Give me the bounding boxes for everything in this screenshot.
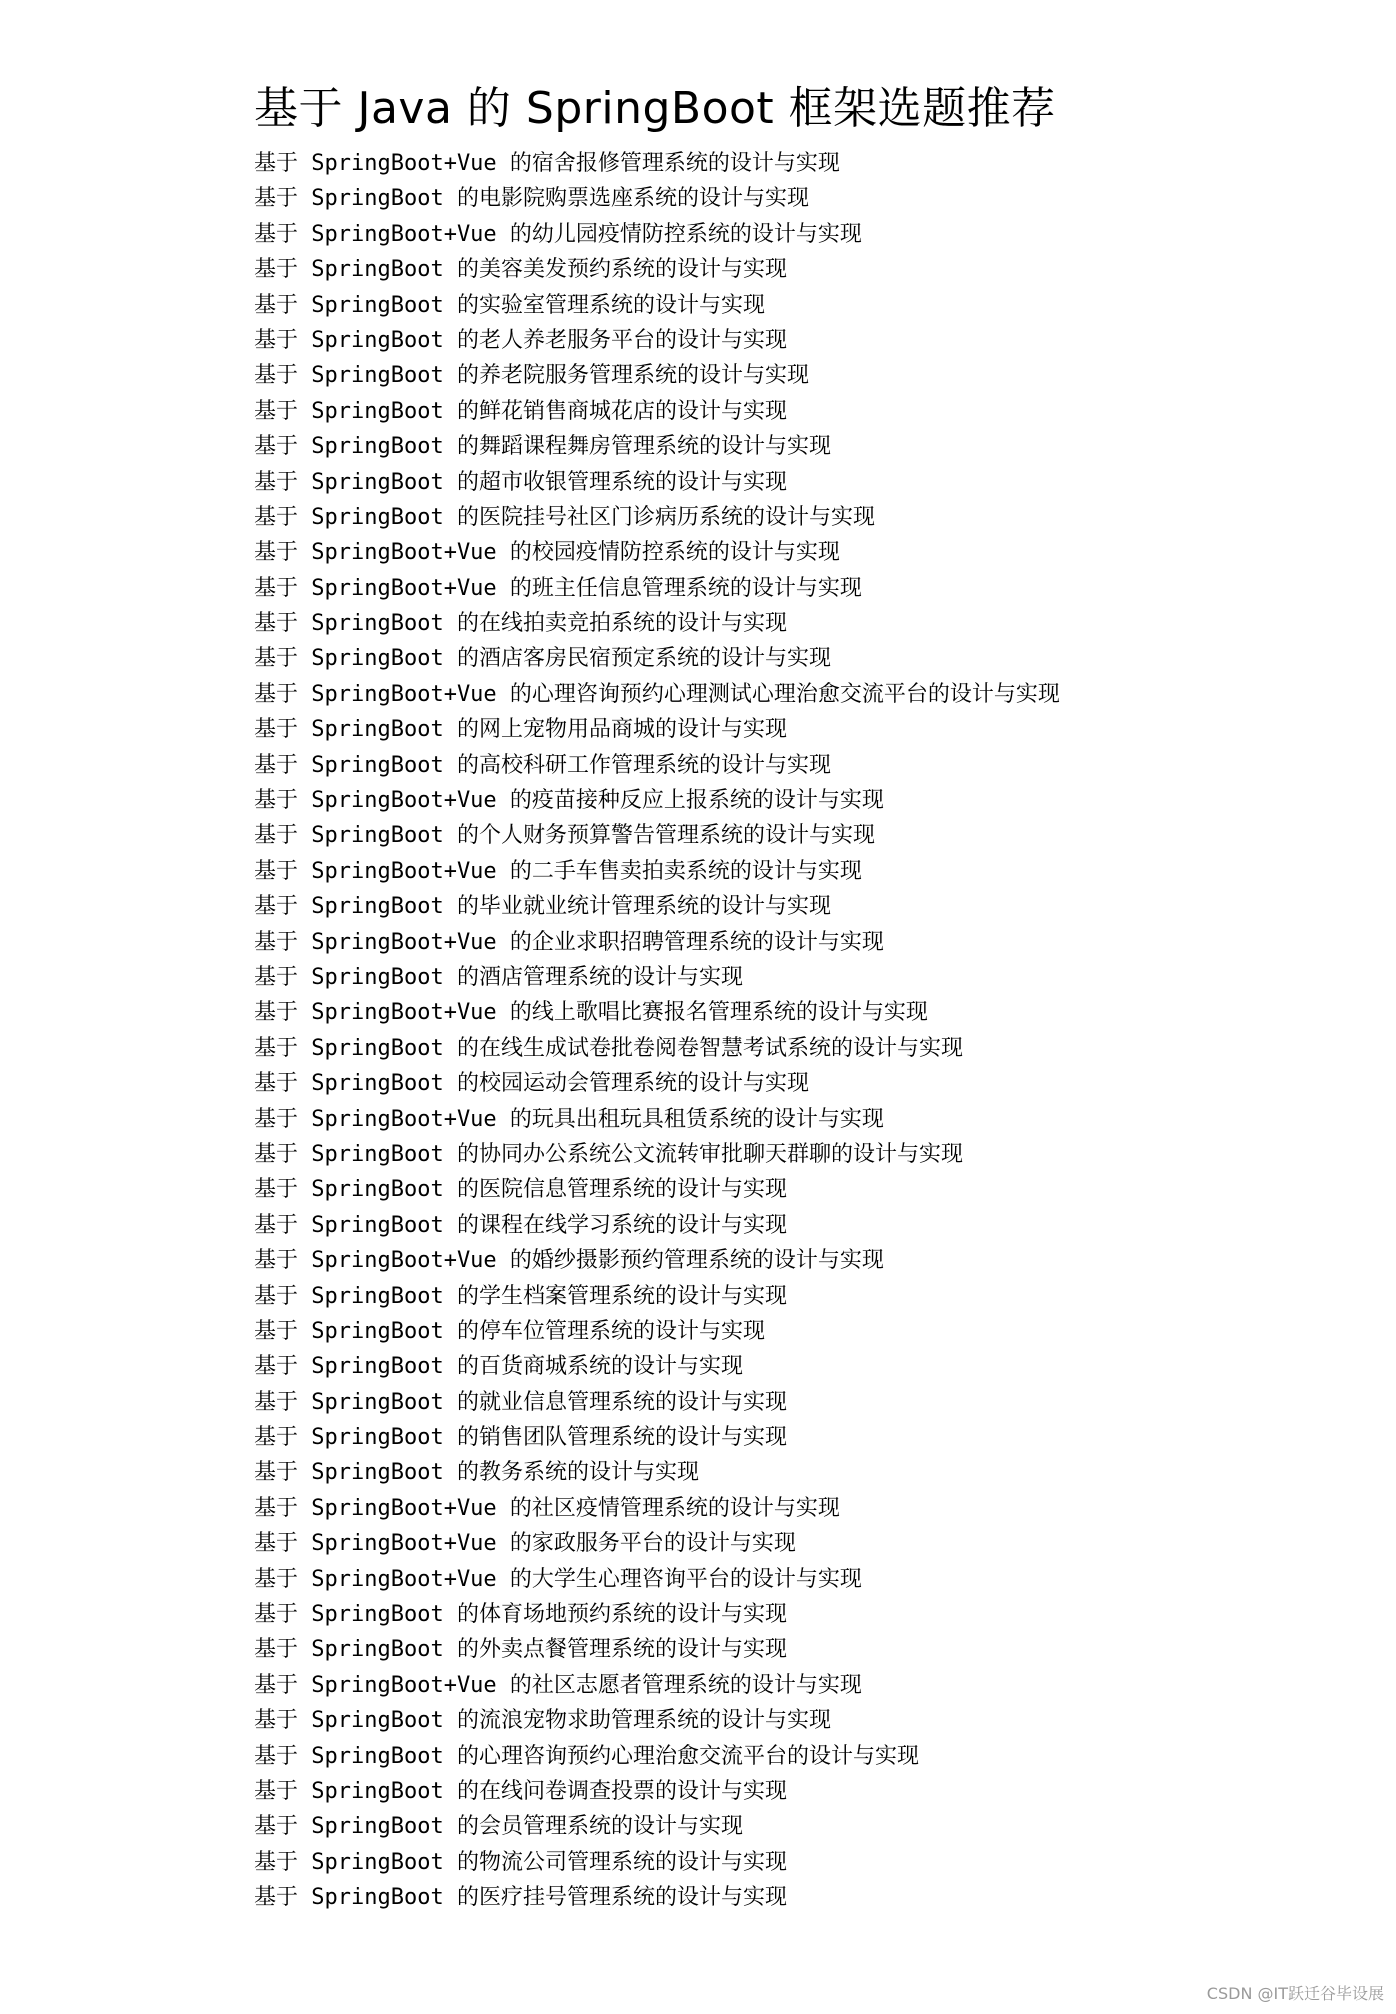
topic-item: 基于 SpringBoot+Vue 的大学生心理咨询平台的设计与实现 <box>254 1566 862 1592</box>
topic-item: 基于 SpringBoot 的协同办公系统公文流转审批聊天群聊的设计与实现 <box>254 1141 963 1167</box>
topic-item: 基于 SpringBoot 的在线问卷调查投票的设计与实现 <box>254 1778 787 1804</box>
topic-item: 基于 SpringBoot 的教务系统的设计与实现 <box>254 1460 699 1486</box>
topic-item: 基于 SpringBoot+Vue 的玩具出租玩具租赁系统的设计与实现 <box>254 1106 884 1132</box>
topic-item: 基于 SpringBoot+Vue 的二手车售卖拍卖系统的设计与实现 <box>254 858 862 884</box>
topic-item: 基于 SpringBoot 的在线生成试卷批卷阅卷智慧考试系统的设计与实现 <box>254 1035 963 1061</box>
topic-item: 基于 SpringBoot+Vue 的心理咨询预约心理测试心理治愈交流平台的设计与实现 <box>254 681 1060 707</box>
topic-item: 基于 SpringBoot 的网上宠物用品商城的设计与实现 <box>254 717 787 743</box>
topic-item: 基于 SpringBoot 的课程在线学习系统的设计与实现 <box>254 1212 787 1238</box>
topic-item: 基于 SpringBoot 的医疗挂号管理系统的设计与实现 <box>254 1885 787 1911</box>
topic-item: 基于 SpringBoot 的医院挂号社区门诊病历系统的设计与实现 <box>254 504 875 530</box>
topic-item: 基于 SpringBoot 的停车位管理系统的设计与实现 <box>254 1318 765 1344</box>
topic-item: 基于 SpringBoot 的电影院购票选座系统的设计与实现 <box>254 186 809 212</box>
topic-item: 基于 SpringBoot 的百货商城系统的设计与实现 <box>254 1354 743 1380</box>
topic-item: 基于 SpringBoot 的个人财务预算警告管理系统的设计与实现 <box>254 823 875 849</box>
topic-item: 基于 SpringBoot 的体育场地预约系统的设计与实现 <box>254 1602 787 1628</box>
csdn-watermark: CSDN @IT跃迁谷毕设展 <box>1206 1984 1384 2003</box>
topic-item: 基于 SpringBoot+Vue 的班主任信息管理系统的设计与实现 <box>254 575 862 601</box>
topic-item: 基于 SpringBoot+Vue 的社区疫情管理系统的设计与实现 <box>254 1495 840 1521</box>
topic-item: 基于 SpringBoot 的鲜花销售商城花店的设计与实现 <box>254 398 787 424</box>
topic-item: 基于 SpringBoot 的超市收银管理系统的设计与实现 <box>254 469 787 495</box>
topic-item: 基于 SpringBoot+Vue 的企业求职招聘管理系统的设计与实现 <box>254 929 884 955</box>
topic-item: 基于 SpringBoot+Vue 的幼儿园疫情防控系统的设计与实现 <box>254 221 862 247</box>
topic-item: 基于 SpringBoot 的舞蹈课程舞房管理系统的设计与实现 <box>254 434 831 460</box>
topic-item: 基于 SpringBoot 的养老院服务管理系统的设计与实现 <box>254 363 809 389</box>
topic-item: 基于 SpringBoot 的流浪宠物求助管理系统的设计与实现 <box>254 1708 831 1734</box>
topic-item: 基于 SpringBoot 的实验室管理系统的设计与实现 <box>254 292 765 318</box>
topic-list <box>254 146 1060 1916</box>
topic-item: 基于 SpringBoot+Vue 的社区志愿者管理系统的设计与实现 <box>254 1672 862 1698</box>
topic-item: 基于 SpringBoot 的销售团队管理系统的设计与实现 <box>254 1425 787 1451</box>
topic-item: 基于 SpringBoot 的老人养老服务平台的设计与实现 <box>254 327 787 353</box>
topic-item: 基于 SpringBoot 的高校科研工作管理系统的设计与实现 <box>254 752 831 778</box>
topic-item: 基于 SpringBoot+Vue 的婚纱摄影预约管理系统的设计与实现 <box>254 1248 884 1274</box>
topic-item: 基于 SpringBoot 的外卖点餐管理系统的设计与实现 <box>254 1637 787 1663</box>
topic-item: 基于 SpringBoot 的心理咨询预约心理治愈交流平台的设计与实现 <box>254 1743 919 1769</box>
topic-item: 基于 SpringBoot 的酒店客房民宿预定系统的设计与实现 <box>254 646 831 672</box>
topic-item: 基于 SpringBoot 的酒店管理系统的设计与实现 <box>254 964 743 990</box>
topic-item: 基于 SpringBoot+Vue 的家政服务平台的设计与实现 <box>254 1531 796 1557</box>
topic-item: 基于 SpringBoot 的在线拍卖竞拍系统的设计与实现 <box>254 611 787 637</box>
topic-item: 基于 SpringBoot+Vue 的校园疫情防控系统的设计与实现 <box>254 540 840 566</box>
topic-item: 基于 SpringBoot 的学生档案管理系统的设计与实现 <box>254 1283 787 1309</box>
topic-item: 基于 SpringBoot 的毕业就业统计管理系统的设计与实现 <box>254 894 831 920</box>
topic-item: 基于 SpringBoot 的物流公司管理系统的设计与实现 <box>254 1849 787 1875</box>
page-title: 基于 Java 的 SpringBoot 框架选题推荐 <box>254 83 1056 134</box>
topic-item: 基于 SpringBoot 的校园运动会管理系统的设计与实现 <box>254 1071 809 1097</box>
topic-item: 基于 SpringBoot 的美容美发预约系统的设计与实现 <box>254 257 787 283</box>
topic-item: 基于 SpringBoot+Vue 的线上歌唱比赛报名管理系统的设计与实现 <box>254 1000 928 1026</box>
topic-item: 基于 SpringBoot 的会员管理系统的设计与实现 <box>254 1814 743 1840</box>
topic-item: 基于 SpringBoot+Vue 的疫苗接种反应上报系统的设计与实现 <box>254 788 884 814</box>
topic-item: 基于 SpringBoot+Vue 的宿舍报修管理系统的设计与实现 <box>254 151 840 176</box>
topic-item: 基于 SpringBoot 的就业信息管理系统的设计与实现 <box>254 1389 787 1415</box>
topic-item: 基于 SpringBoot 的医院信息管理系统的设计与实现 <box>254 1177 787 1203</box>
